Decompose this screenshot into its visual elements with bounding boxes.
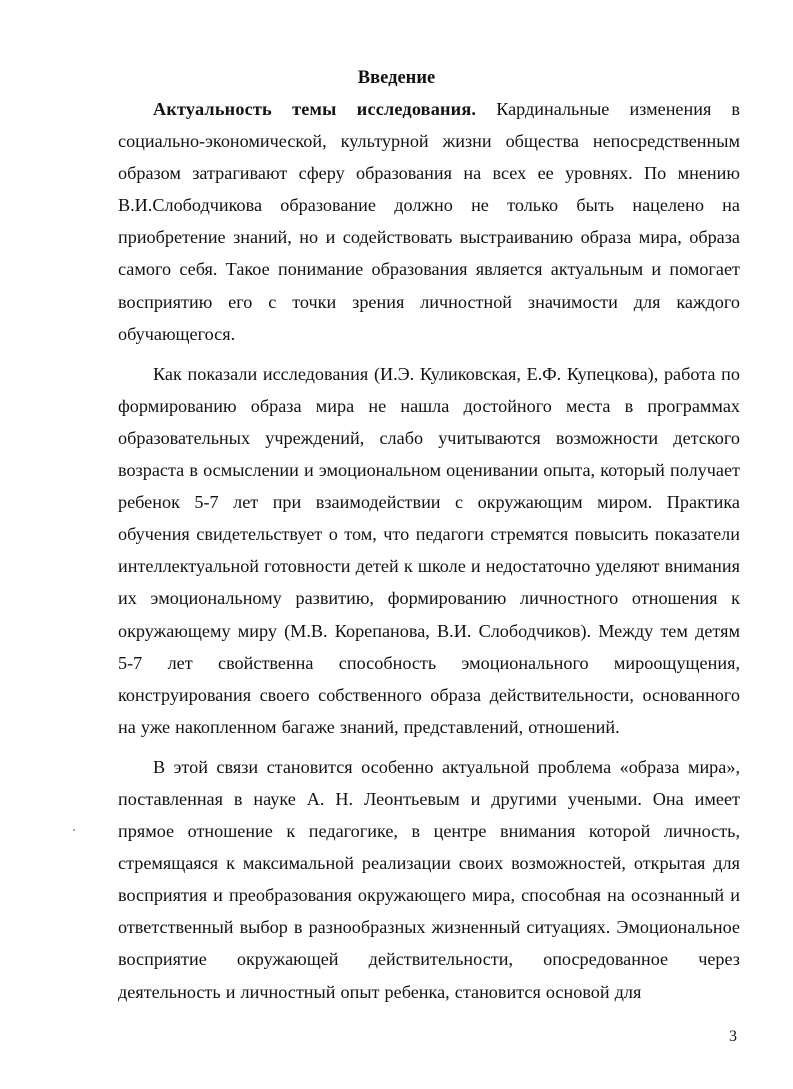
body-text [118,93,740,1008]
paragraph-world-image: В этой связи становится особенно актуальной проблема «образа мира», поставленная в науке А. Н. Леонтьевым и другими учеными. Она имеет прямое отношение к педагогике, в центре внимания которой личность, стремящаяся к максимальной реализации своих возможностей, открытая для восприятия и преобразования окружающего мира, способная на осознанный и ответственный выбор в разнообразных жизненный ситуациях. Эмоциональное восприятие окружающей действительности, опосредованное через деятельность и личностный опыт ребенка, становится основой для [118,756,740,1002]
page-number: 3 [729,1028,737,1045]
paragraph-research: Как показали исследования (И.Э. Куликовская, Е.Ф. Купецкова), работа по формированию образа мира не нашла достойного места в программах образовательных учреждений, слабо учитываются возможности детского возраста в осмыслении и эмоциональном оценивании опыта, который получает ребенок 5-7 лет при взаимодействии с окружающим миром. Практика обучения свидетельствует о том, что педагоги стремятся повысить показатели интеллектуальной готовности детей к школе и недостаточно уделяют внимания их эмоциональному развитию, формированию личностного отношения к окружающему миру (М.В. Корепанова, В.И. Слободчиков). Между тем детям 5-7 лет свойственна способность эмоционального мироощущения, конструирования своего собственного образа действительности, основанного на уже накопленном багаже знаний, представлений, отношений. [118,363,740,737]
paragraph-1-text: Кардинальные изменения в социально-экономической, культурной жизни общества непосредственным образом затрагивают сферу образования на всех ее уровнях. По мнению В.И.Слободчикова образование должно не только быть нацелено на приобретение знаний, но и содействовать выстраиванию образа мира, образа самого себя. Такое понимание образования является актуальным и помогает восприятию его с точки зрения личностной значимости для каждого обучающегося. [118,99,740,344]
scan-speck [73,829,75,831]
section-heading: Введение [357,68,436,88]
paragraph-relevance [118,93,740,350]
lead-phrase: Актуальность темы исследования. [153,99,477,119]
